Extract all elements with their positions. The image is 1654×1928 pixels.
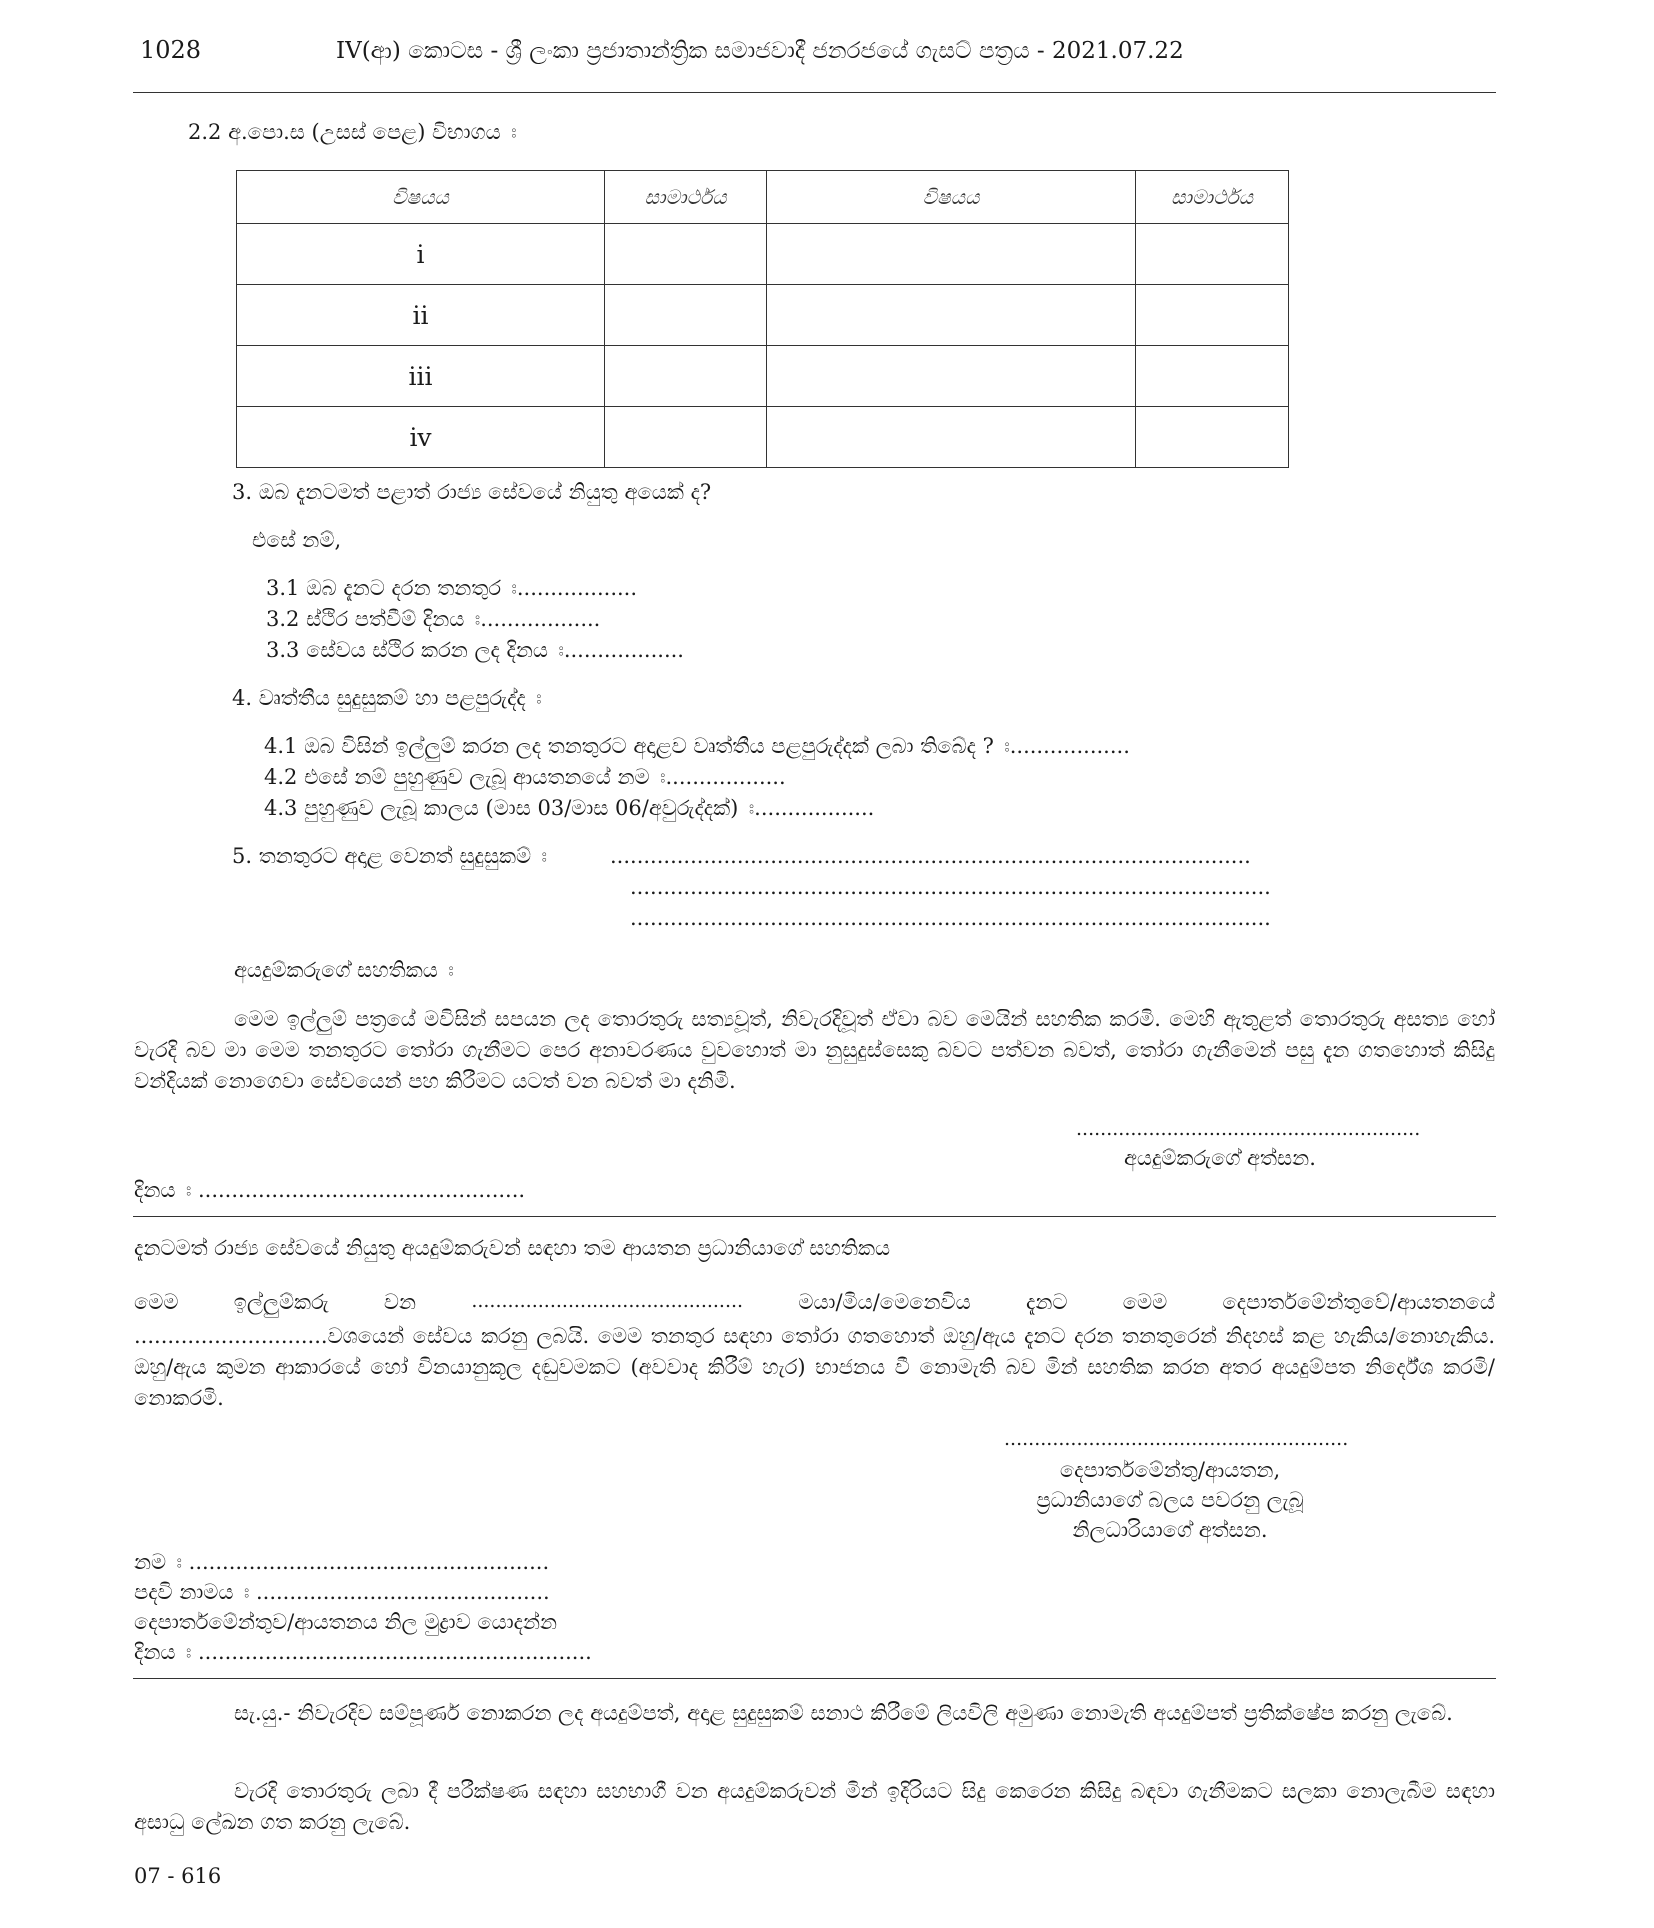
field-official-seal: දෙපාර්තමේන්තුව/ආයතනය නිල මුද්‍රාව යොදන්න — [134, 1610, 558, 1634]
section-3-item-2: 3.2 ස්ථිර පත්වීම් දිනය ඃ.................. — [266, 607, 601, 631]
gazette-header-title: IV(ආ) කොටස - ශ්‍රී ලංකා ප්‍රජාතාන්ත්‍රික සමාජවාදී ජනරජයේ ගැසට් පත්‍රය - 2021.07.22 — [336, 38, 1184, 64]
note-blacklist: වැරදි තොරතුරු ලබා දී පරීක්ෂණ සඳහා සහභාගී වන අයදුම්කරුවන් මින් ඉදිරියට සිදු කෙරෙන කිසිදු බඳවා ගැනීමකට සලකා නොලැබීම සඳහා අසාධු ලේඛන ගත කරනු ලැබේ. — [134, 1779, 1495, 1834]
table-cell — [605, 285, 767, 346]
table-cell — [605, 407, 767, 468]
header-pass-2: සාමාර්ථය — [1136, 171, 1289, 224]
section-4-heading: 4. වෘත්තීය සුදුසුකම් හා පළපුරුද්ද ඃ — [232, 686, 542, 710]
header-divider — [133, 92, 1496, 93]
page-number: 1028 — [140, 36, 202, 64]
table-cell — [1136, 224, 1289, 285]
first-line-word: මෙම — [1122, 1290, 1168, 1314]
table-cell — [605, 346, 767, 407]
first-line-word: මයා/මිය/මෙනෙවිය — [798, 1290, 971, 1314]
field-date: දිනය ඃ ........................................................... — [134, 1640, 592, 1664]
table-row — [237, 224, 1289, 285]
table-row — [237, 346, 1289, 407]
section-2-2-heading: 2.2 අ.පො.ස (උසස් පෙළ) විභාගය ඃ — [188, 120, 517, 144]
first-line-word: දෙපාර්තමේන්තුවේ/ආයතනයේ — [1222, 1290, 1495, 1314]
table-cell — [605, 224, 767, 285]
note-rejection: සැ.යු.- නිවැරදිව සම්පූර්ණ නොකරන ලද අයදුම්පත්, අදාළ සුදුසුකම් සනාථ කිරීමේ ලියවිලි අමුණා නොමැති අයදුම්පත් ප්‍රතික්ෂේප කරනු ලැබේ. — [234, 1701, 1453, 1725]
table-row — [237, 285, 1289, 346]
results-table-header-row — [237, 171, 1289, 224]
head-certificate-heading: දැනටමත් රාජ්‍ය සේවයේ නියුතු අයදුම්කරුවන් සඳහා තම ආයතන ප්‍රධානියාගේ සහතිකය — [134, 1236, 891, 1260]
table-cell — [1136, 285, 1289, 346]
section-3-question: 3. ඔබ දැනටමත් පළාත් රාජ්‍ය සේවයේ නියුතු අයෙක් ද? — [232, 480, 712, 504]
footer-code: 07 - 616 — [134, 1864, 222, 1888]
head-signature-line-1: දෙපාර්තමේන්තු/ආයතන, — [1059, 1458, 1281, 1482]
header-subject-2: විෂයය — [767, 171, 1136, 224]
row-number: iv — [237, 407, 605, 468]
applicant-signature-dots: ......................................................... — [1076, 1118, 1421, 1140]
applicant-certificate-paragraph: මෙම ඉල්ලුම් පත්‍රයේ මවිසින් සපයන ලද තොරතුරු සත්‍යවූත්, නිවැරදිවූත් ඒවා බව මෙයින් සහතික කරමි. මෙහි ඇතුළත් තොරතුරු අසත්‍ය හෝ වැරදි බව මා මෙම තනතුරට තෝරා ගැනීමට පෙර අනාවරණය වුවහොත් මා නුසුදුස්සෙකු බවට පත්වන බවත්, තෝරා ගැනීමෙන් පසු දැන ගතහොත් කිසිදු වන්දියක් නොගෙවා සේවයෙන් පහ කිරීමට යටත් වන බවත් මා දනිමි. — [134, 1007, 1495, 1093]
head-certificate-first-line — [134, 1290, 1495, 1315]
applicant-certificate-heading: අයදුම්කරුගේ සහතිකය ඃ — [234, 958, 454, 982]
table-cell — [1136, 346, 1289, 407]
header-pass-1: සාමාර්ථය — [605, 171, 767, 224]
section-5-dotted-line-2: ................................................................................................ — [630, 875, 1271, 899]
row-number: i — [237, 224, 605, 285]
head-signature-line-2: ප්‍රධානියාගේ බලය පවරනු ලැබූ — [1036, 1488, 1304, 1512]
field-name: නම ඃ ...................................................... — [134, 1550, 550, 1574]
header-subject-1: විෂයය — [237, 171, 605, 224]
table-cell — [767, 346, 1136, 407]
first-line-word: වන — [383, 1290, 417, 1314]
section-4-item-3: 4.3 පුහුණුව ලැබූ කාලය (මාස 03/මාස 06/අවුරුද්දක්) ඃ.................. — [264, 796, 875, 820]
field-designation: පදවි නාමය ඃ ............................................ — [134, 1580, 550, 1604]
table-row — [237, 407, 1289, 468]
section-3-if-so: එසේ නම්, — [252, 528, 342, 552]
first-line-word: ඉල්ලුම්කරු — [233, 1290, 329, 1314]
section-3-item-1: 3.1 ඔබ දැනට දරන තනතුර ඃ.................. — [266, 576, 638, 600]
first-line-word: මෙම — [134, 1290, 179, 1314]
section-5-label: 5. තනතුරට අදාළ වෙනත් සුදුසුකම් ඃ — [232, 844, 547, 868]
section-5-dotted-line-3: ................................................................................................ — [630, 906, 1271, 930]
section-divider-1 — [133, 1216, 1496, 1217]
section-3-item-3: 3.3 සේවය ස්ථිර කරන ලද දිනය ඃ.................. — [266, 638, 684, 662]
section-4-item-1: 4.1 ඔබ විසින් ඉල්ලුම් කරන ලද තනතුරට අදාළව වෘත්තීය පළපුරුද්දක් ලබා තිබේද ? ඃ.................. — [264, 734, 1130, 758]
first-line-word: දැනට — [1026, 1290, 1068, 1314]
head-signature-line-3: නිලධාරියාගේ අත්සන. — [1072, 1518, 1268, 1542]
table-cell — [1136, 407, 1289, 468]
head-certificate-paragraph: .............................වශයෙන් සේවය කරනු ලබයි. මෙම තනතුර සඳහා තෝරා ගතහොත් ඔහු/ඇය දැනට දරන තනතුරෙන් නිදහස් කළ හැකිය/නොහැකිය. ඔහු/ඇය කුමන ආකාරයේ හෝ විනයානුකූල දඬුවමකට (අවවාද කිරීම් හැර) භාජනය වී නොමැති බව මින් සහතික කරන අතර අයදුම්පත නිර්දේශ කරමි/නොකරමි. — [134, 1324, 1495, 1410]
results-table — [236, 170, 1289, 468]
table-cell — [767, 285, 1136, 346]
applicant-signature-label: අයදුම්කරුගේ අත්සන. — [1124, 1146, 1316, 1170]
head-signature-dots: ......................................................... — [1004, 1428, 1349, 1450]
section-4-item-2: 4.2 එසේ නම් පුහුණුව ලැබූ ආයතනයේ නම ඃ.................. — [264, 765, 786, 789]
name-blank-dots: ............................................. — [471, 1290, 744, 1312]
row-number: ii — [237, 285, 605, 346]
table-cell — [767, 407, 1136, 468]
section-5-dotted-line-1: ................................................................................................ — [610, 844, 1251, 868]
row-number: iii — [237, 346, 605, 407]
section-divider-2 — [133, 1678, 1496, 1679]
table-cell — [767, 224, 1136, 285]
applicant-date-line: දිනය ඃ ................................................. — [134, 1178, 526, 1202]
